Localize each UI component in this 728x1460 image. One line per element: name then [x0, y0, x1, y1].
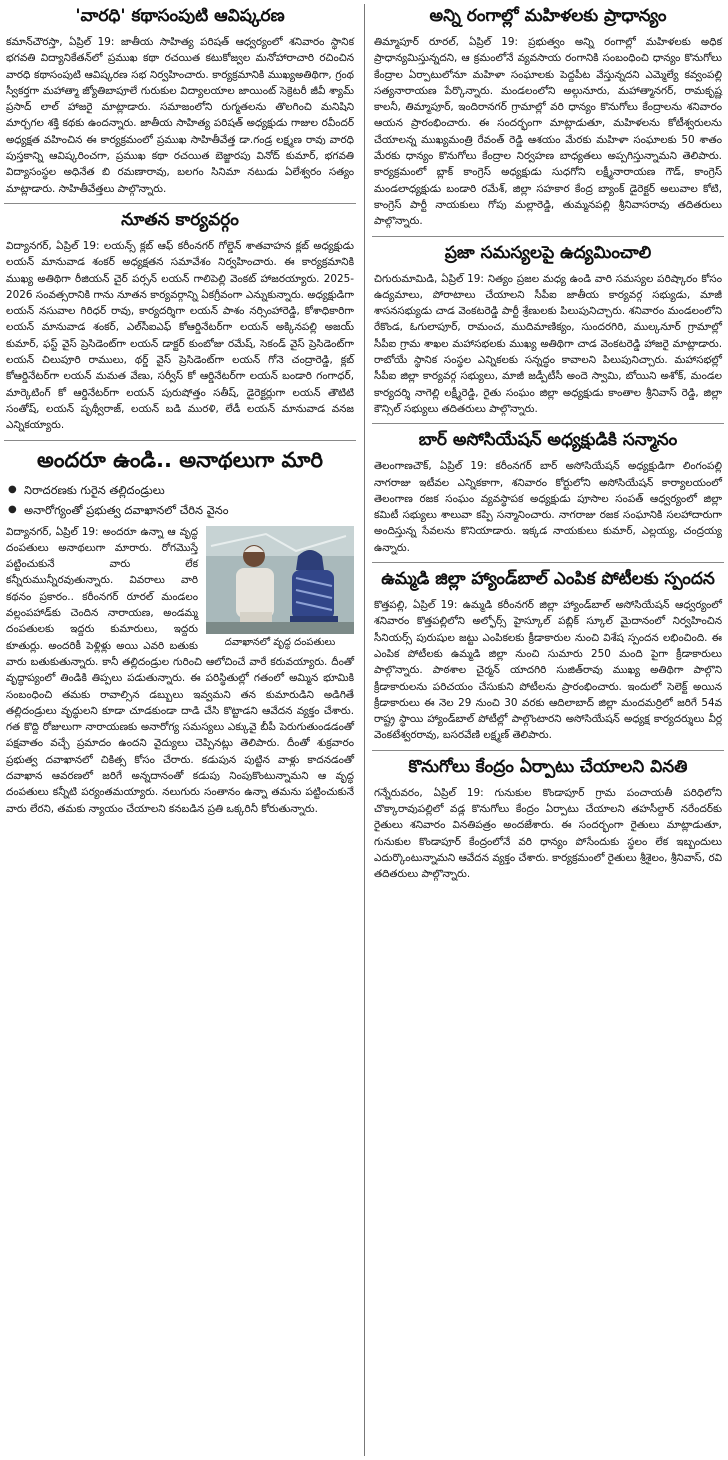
sub-headline-item: ● అనారోగ్యంతో ప్రభుత్వ దవాఖానలో చేరిన వైనం	[6, 500, 354, 520]
column-divider	[364, 4, 365, 1456]
article-varadhi-book-launch	[4, 5, 356, 197]
article-bar-association	[372, 429, 724, 556]
article-body: విద్యానగర్, ఏప్రిల్ 19: అందరూ ఉన్నా ఆ వృద్ధ దంపతులు అనాథలుగా మారారు. రోగమొస్తే పట్టించుకునే వారు లేక కన్నీరుమున్నీరవుతున్నారు. వివరాలు వారి కథనం ప్రకారం.. కరీంనగర్ రూరల్ మండలం వల్లంపహాడ్‌కు చెందిన నారాయణ, అండమ్మ దంపతులకు ఇద్దరు కుమారులు, ఇద్దరు కూతుర్లు. అందరికీ పెళ్లిళ్లు అయి ఎవరి బతుకు వారు బతుకుతున్నారు. కానీ తల్లిదండ్రుల గురించి ఆలోచించే వారే కరువయ్యారు. దీంతో వృద్ధాప్యంలో తిండికి తిప్పలు పడుతున్నారు. ఈ పరిస్థితుల్లో గతంలో అమ్మిన భూమికి సంబంధించి తమకు రావాల్సిన డబ్బులు ఇవ్వమని తన కుమారుడిని అడిగితే తల్లిదండ్రులు వృద్ధులని కూడా చూడకుండా దాడి చేసి కొట్టాడని ఆవేదన వ్యక్తం చేశారు. గత కొద్ది రోజులుగా నారాయణకు అనారోగ్య సమస్యలు ఎక్కువై బీపీ పెరుగుతుండడంతో పక్షవాతం వచ్చే ప్రమాదం ఉందని వైద్యులు చెప్పినట్లు తెలిపారు. దీంతో శుక్రవారం ప్రభుత్వ దవాఖానలో చికిత్స కోసం చేరారు. కడుపున పుట్టిన వాళ్లు కాదనడంతో దవాఖాన ఆవరణలో జరిగే అన్నదానంతో కడుపు నింపుకొంటున్నామని ఆ వృద్ధ దంపతులు కన్నీటి పర్యంతమయ్యారు. నలుగురు సంతానం ఉన్నా తమను పట్టించుకునే వారు లేరని, తమకు న్యాయం చేయాలని కనబడిన ప్రతి ఒక్కరినీ కోరుతున్నారు.	[6, 525, 354, 815]
article-headline: కొనుగోలు కేంద్రం ఏర్పాటు చేయాలని వినతి	[408, 756, 688, 777]
article-body: చిగురుమామిడి, ఏప్రిల్ 19: నిత్యం ప్రజల మధ్య ఉండి వారి సమస్యల పరిష్కారం కోసం ఉద్యమాలు, పోరాటాలు చేయాలని సీపీఐ జాతీయ కార్యవర్గ సభ్యుడు, మాజీ శాసనసభ్యుడు చాడ వెంకటరెడ్డి పార్టీ శ్రేణులకు పిలుపునిచ్చారు. శనివారం మండలంలోని రేకొండ, ఓగులాపూర్, రామంచ, ముదిమాణిక్యం, సుందరగిరి, ముల్కనూర్ గ్రామాల్లో సీపీఐ గ్రామ శాఖల మహాసభలకు ముఖ్య అతిథిగా చాడ వెంకటరెడ్డి హాజరై మాట్లాడారు. రాబోయే స్థానిక సంస్థల ఎన్నికలకు సన్నద్ధం కావాలని పిలుపునిచ్చారు. మహాసభల్లో సీపీఐ జిల్లా కార్యవర్గ సభ్యులు, మాజీ జడ్పీటీసీ అందె స్వామి, బోయిని అశోక్, మండల కార్యదర్శి నాగెల్లి లక్ష్మీరెడ్డి, రైతు సంఘం జిల్లా అధ్యక్షుడు కాంతాల శ్రీనివాస్ రెడ్డి, జిల్లా కౌన్సిల్ సభ్యులు తదితరులు పాల్గొన్నారు.	[374, 272, 722, 415]
article-divider	[372, 562, 724, 563]
sub-headline-list	[6, 480, 354, 520]
article-headline: బార్ అసోసియేషన్ అధ్యక్షుడికి సన్మానం	[418, 430, 678, 451]
article-body: విద్యానగర్, ఏప్రిల్ 19: లయన్స్ క్లబ్ ఆఫ్ కరీంనగర్ గోల్డెన్ శాతవాహన క్లబ్ అధ్యక్షుడు లయన్ మానువాడ శంకర్ అధ్యక్షతన సమావేశం నిర్వహించారు. ఈ కార్యక్రమానికి ముఖ్య అతిథిగా రీజియన్ చైర్ పర్సన్ లయన్ గాలిపెల్లి వెంకట్ హాజరయ్యారు. 2025-2026 సంవత్సరానికి గాను నూతన కార్యవర్గాన్ని ఏకగ్రీవంగా ఎన్నుకున్నారు. అధ్యక్షుడిగా లయన్ నసువాల గిరిధర్ రావు, కార్యదర్శిగా లయన్ పాశం నర్సింహారెడ్డి, కోశాధికారిగా లయన్ మానువాడ శంకర్, ఎల్‌సీఐఎఫ్ కోఆర్డినేటర్‌గా లయన్ అక్కినపల్లి అజయ్ కుమార్, ఫస్ట్ వైస్ ప్రెసిడెంట్‌గా లయన్ డాక్టర్ కుంబోజు రమేష్, సెకండ్ వైస్ ప్రెసిడెంట్‌గా లయన్ చిలుపూరి రాములు, థర్డ్ వైస్ ప్రెసిడెంట్‌గా లయన్ గోనె చంద్రారెడ్డి, క్లబ్ కోఆర్డినేటర్‌గా లయన్ మమత వేణు, సర్వీస్ కో ఆర్డినేటర్‌గా లయన్ బండారి గంగాధర్, మార్కెటింగ్ కో ఆర్డినేటర్‌గా లయన్ పురుషోత్తం సతీష్, డైరెక్టర్లుగా లయన్ తౌటిటి సంతోష్, లయన్ పృథ్వీరాజ్, లయన్ బడి మురళి, లేడీ లయన్ మానువాడ వనజ ఎన్నికయ్యారు.	[6, 239, 354, 432]
article-handball-selection	[372, 568, 724, 744]
right-column	[372, 0, 724, 1460]
left-column	[4, 0, 356, 1460]
article-public-issues	[372, 242, 724, 418]
article-divider	[4, 203, 356, 204]
article-headline: ప్రజా సమస్యలపై ఉద్యమించాలి	[444, 242, 652, 263]
sub-headline-item: ● నిరాదరణకు గురైన తల్లిదండ్రులు	[6, 480, 354, 500]
article-divider	[4, 440, 356, 441]
article-body: కొత్తపల్లి, ఏప్రిల్ 19: ఉమ్మడి కరీంనగర్ జిల్లా హ్యాండ్‌బాల్ అసోసియేషన్ ఆధ్వర్యంలో శనివారం కొత్తపల్లిలోని అల్ఫోర్స్ హైస్కూల్ పబ్లిక్ స్కూల్ మైదానంలో నిర్వహించిన సీనియర్స్ పురుషుల జట్టు ఎంపికలకు క్రీడాకారుల నుంచి విశేష స్పందన లభించింది. ఈ ఎంపిక పోటీలకు ఉమ్మడి జిల్లా నుంచి సుమారు 250 మంది పైగా క్రీడాకారులు పాల్గొన్నారు. పాఠశాల చైర్మన్ యాదగిరి సుజిత్‌రావు ముఖ్య అతిథిగా పాల్గొని క్రీడాకారులను పరిచయం చేసుకుని పోటీలను ప్రారంభించారు. ఇందులో సెలెక్ట్ అయిన క్రీడాకారులు ఈ నెల 29 నుంచి 30 వరకు ఆదిలాబాద్ జిల్లా మందమర్రిలో జరిగే 54వ రాష్ట్ర స్థాయి హ్యాండ్‌బాల్ పోటీల్లో పాల్గొంటారని అసోసియేషన్ అధ్యక్ష కార్యదర్శులు వీర్ల వెంకటేశ్వరరావు, బసరవేణి లక్ష్మణ్ తెలిపారు.	[374, 599, 722, 742]
article-headline: నూతన కార్యవర్గం	[121, 209, 239, 230]
article-women-priority	[372, 5, 724, 230]
photo-caption: దవాఖానలో వృద్ధ దంపతులు	[224, 636, 336, 648]
news-photo	[206, 526, 354, 650]
article-divider	[372, 750, 724, 751]
article-body: గన్నేరువరం, ఏప్రిల్ 19: గునుకుల కొండాపూర్ గ్రామ పంచాయతీ పరిధిలోని చొక్కారావుపల్లిలో వడ్ల కొనుగోలు కేంద్రం ఏర్పాటు చేయాలని తహసీల్దార్ నరేందర్‌కు రైతులు శనివారం వినతిపత్రం అందజేశారు. ఈ సందర్భంగా రైతులు మాట్లాడుతూ, గునుకుల కొండాపూర్ కేంద్రంలోనే వరి ధాన్యం పోసేందుకు స్థలం లేక ఇబ్బందులు ఎదుర్కొంటున్నామని ఆవేదన వ్యక్తం చేశారు. కార్యక్రమంలో రైతులు శ్రీశైలం, శ్రీనివాస్, రవి తదితరులు పాల్గొన్నారు.	[374, 786, 722, 881]
article-elderly-couple	[4, 446, 356, 817]
article-body: కమాన్‌చౌరస్తా, ఏప్రిల్ 19: జాతీయ సాహిత్య పరిషత్ ఆధ్వర్యంలో శనివారం స్థానిక భగవతి విద్యానికేతన్‌లో ప్రముఖ కథా రచయిత కటుకోజ్వల మనోహారాచారి రచించిన వారధి కథాసంపుటి ఆవిష్కరణ సభ నిర్వహించారు. కార్యక్రమానికి ముఖ్యఅతిథిగా, గ్రంథ స్వీకర్తగా మహాత్మా జ్యోతిబాపూలే గురుకుల విద్యాలయాల జాయింట్ సెక్రెటరీ జీవీ శ్యామ్ ప్రసాద్ లాల్ హాజరై మాట్లాడారు. సమాజంలోని రుగ్మతలను తొలగించి మనిషిని మార్చగల శక్తి కథకు ఉందన్నారు. జాతీయ సాహిత్య పరిషత్ అధ్యక్షుడు గాజుల రవీందర్ అధ్యక్షత వహించిన ఈ కార్యక్రమంలో ప్రముఖ సాహితీవేత్త డా.గండ్ర లక్ష్మణ రావు వారధి పుస్తకాన్ని ఆవిష్కరించగా, ప్రముఖ కథా రచయిత బెజ్జారపు వినోద్ కుమార్, భగవతి విద్యాసంస్థల అధినేత బి రమణారావు, బలగం సినిమా నటుడు ఏలేశ్వరం సత్యం మాట్లాడారు. సాహితీవేత్తలు పాల్గొన్నారు.	[6, 36, 354, 195]
article-headline: అన్ని రంగాల్లో మహిళలకు ప్రాధాన్యం	[429, 6, 667, 26]
article-new-committee	[4, 209, 356, 434]
article-purchase-centre-petition	[372, 756, 724, 883]
article-divider	[372, 236, 724, 237]
article-headline: ఉమ్మడి జిల్లా హ్యాండ్‌బాల్ ఎంపిక పోటీలకు స్పందన	[381, 569, 715, 590]
article-divider	[372, 423, 724, 424]
article-body: తెలంగాణచౌక్, ఏప్రిల్ 19: కరీంనగర్ బార్ అసోసియేషన్ అధ్యక్షుడిగా లింగంపల్లి నాగరాజు ఇటీవల ఎన్నికకాగా, శనివారం కోర్టులోని అసోసియేషన్ కార్యాలయంలో తెలంగాణ రజక సంఘం వ్యవస్థాపక అధ్యక్షుడు పూసాల సంపత్ ఆధ్వర్యంలో జిల్లా కమిటీ సభ్యులు శాలువా కప్పి సన్మానించారు. నాగరాజు రజక సంఘానికి సలహాదారుగా అందిస్తున్న సేవలను కొనియాడారు. ఇక్కడ నాయకులు కుమార్, ఎల్లయ్య, చంద్రయ్య ఉన్నారు.	[374, 460, 722, 554]
article-headline: అందరూ ఉండి.. అనాథలుగా మారి	[37, 447, 323, 472]
photo-illustration	[206, 526, 354, 634]
article-body: తిమ్మాపూర్ రూరల్, ఏప్రిల్ 19: ప్రభుత్వం అన్ని రంగాల్లో మహిళలకు అధిక ప్రాధాన్యమిస్తున్నదని, ఆ క్రమంలోనే వ్యవసాయ రంగానికి సంబంధించి ధాన్యం కొనుగోలు కేంద్రాల ఏర్పాటులోనూ మహిళా సంఘాలకు పెద్దపీట వేస్తున్నదని ఎమ్మెల్యే కవ్వంపల్లి సత్యనారాయణ పేర్కొన్నారు. మండలంలోని అల్గునూరు, మహాత్మానగర్, రామకృష్ణ కాలనీ, తిమ్మాపూర్, ఇందిరానగర్ గ్రామాల్లో వరి ధాన్యం కొనుగోలు కేంద్రాలను శనివారం ఆయన ప్రారంభించారు. ఈ సందర్భంగా మాట్లాడుతూ, మహిళలను కోటీశ్వరులను చేయాలన్న ముఖ్యమంత్రి రేవంత్ రెడ్డి ఆశయం మేరకు మహిళా సంఘాలకు 50 శాతం మేరకు ధాన్యం కొనుగోలు కేంద్రాల నిర్వహణ బాధ్యతలు అప్పగిస్తున్నామని తెలిపారు. కార్యక్రమంలో బ్లాక్ కాంగ్రెస్ అధ్యక్షుడు సుధగోని లక్ష్మీనారాయణ గౌడ్, కాంగ్రెస్ మండలాధ్యక్షుడు బండారి రమేశ్, జిల్లా సహకార కేంద్ర బ్యాంక్ డైరెక్టర్ అలువాల కోటి, కాంగ్రెస్ పార్టీ నాయకులు గోపు మల్లారెడ్డి, తుమ్మనపల్లి శ్రీనివాసరావు తదితరులు పాల్గొన్నారు.	[374, 36, 722, 228]
elderly-couple-photo	[206, 526, 354, 634]
article-headline: 'వారధి' కథాసంపుటి ఆవిష్కరణ	[75, 6, 285, 26]
